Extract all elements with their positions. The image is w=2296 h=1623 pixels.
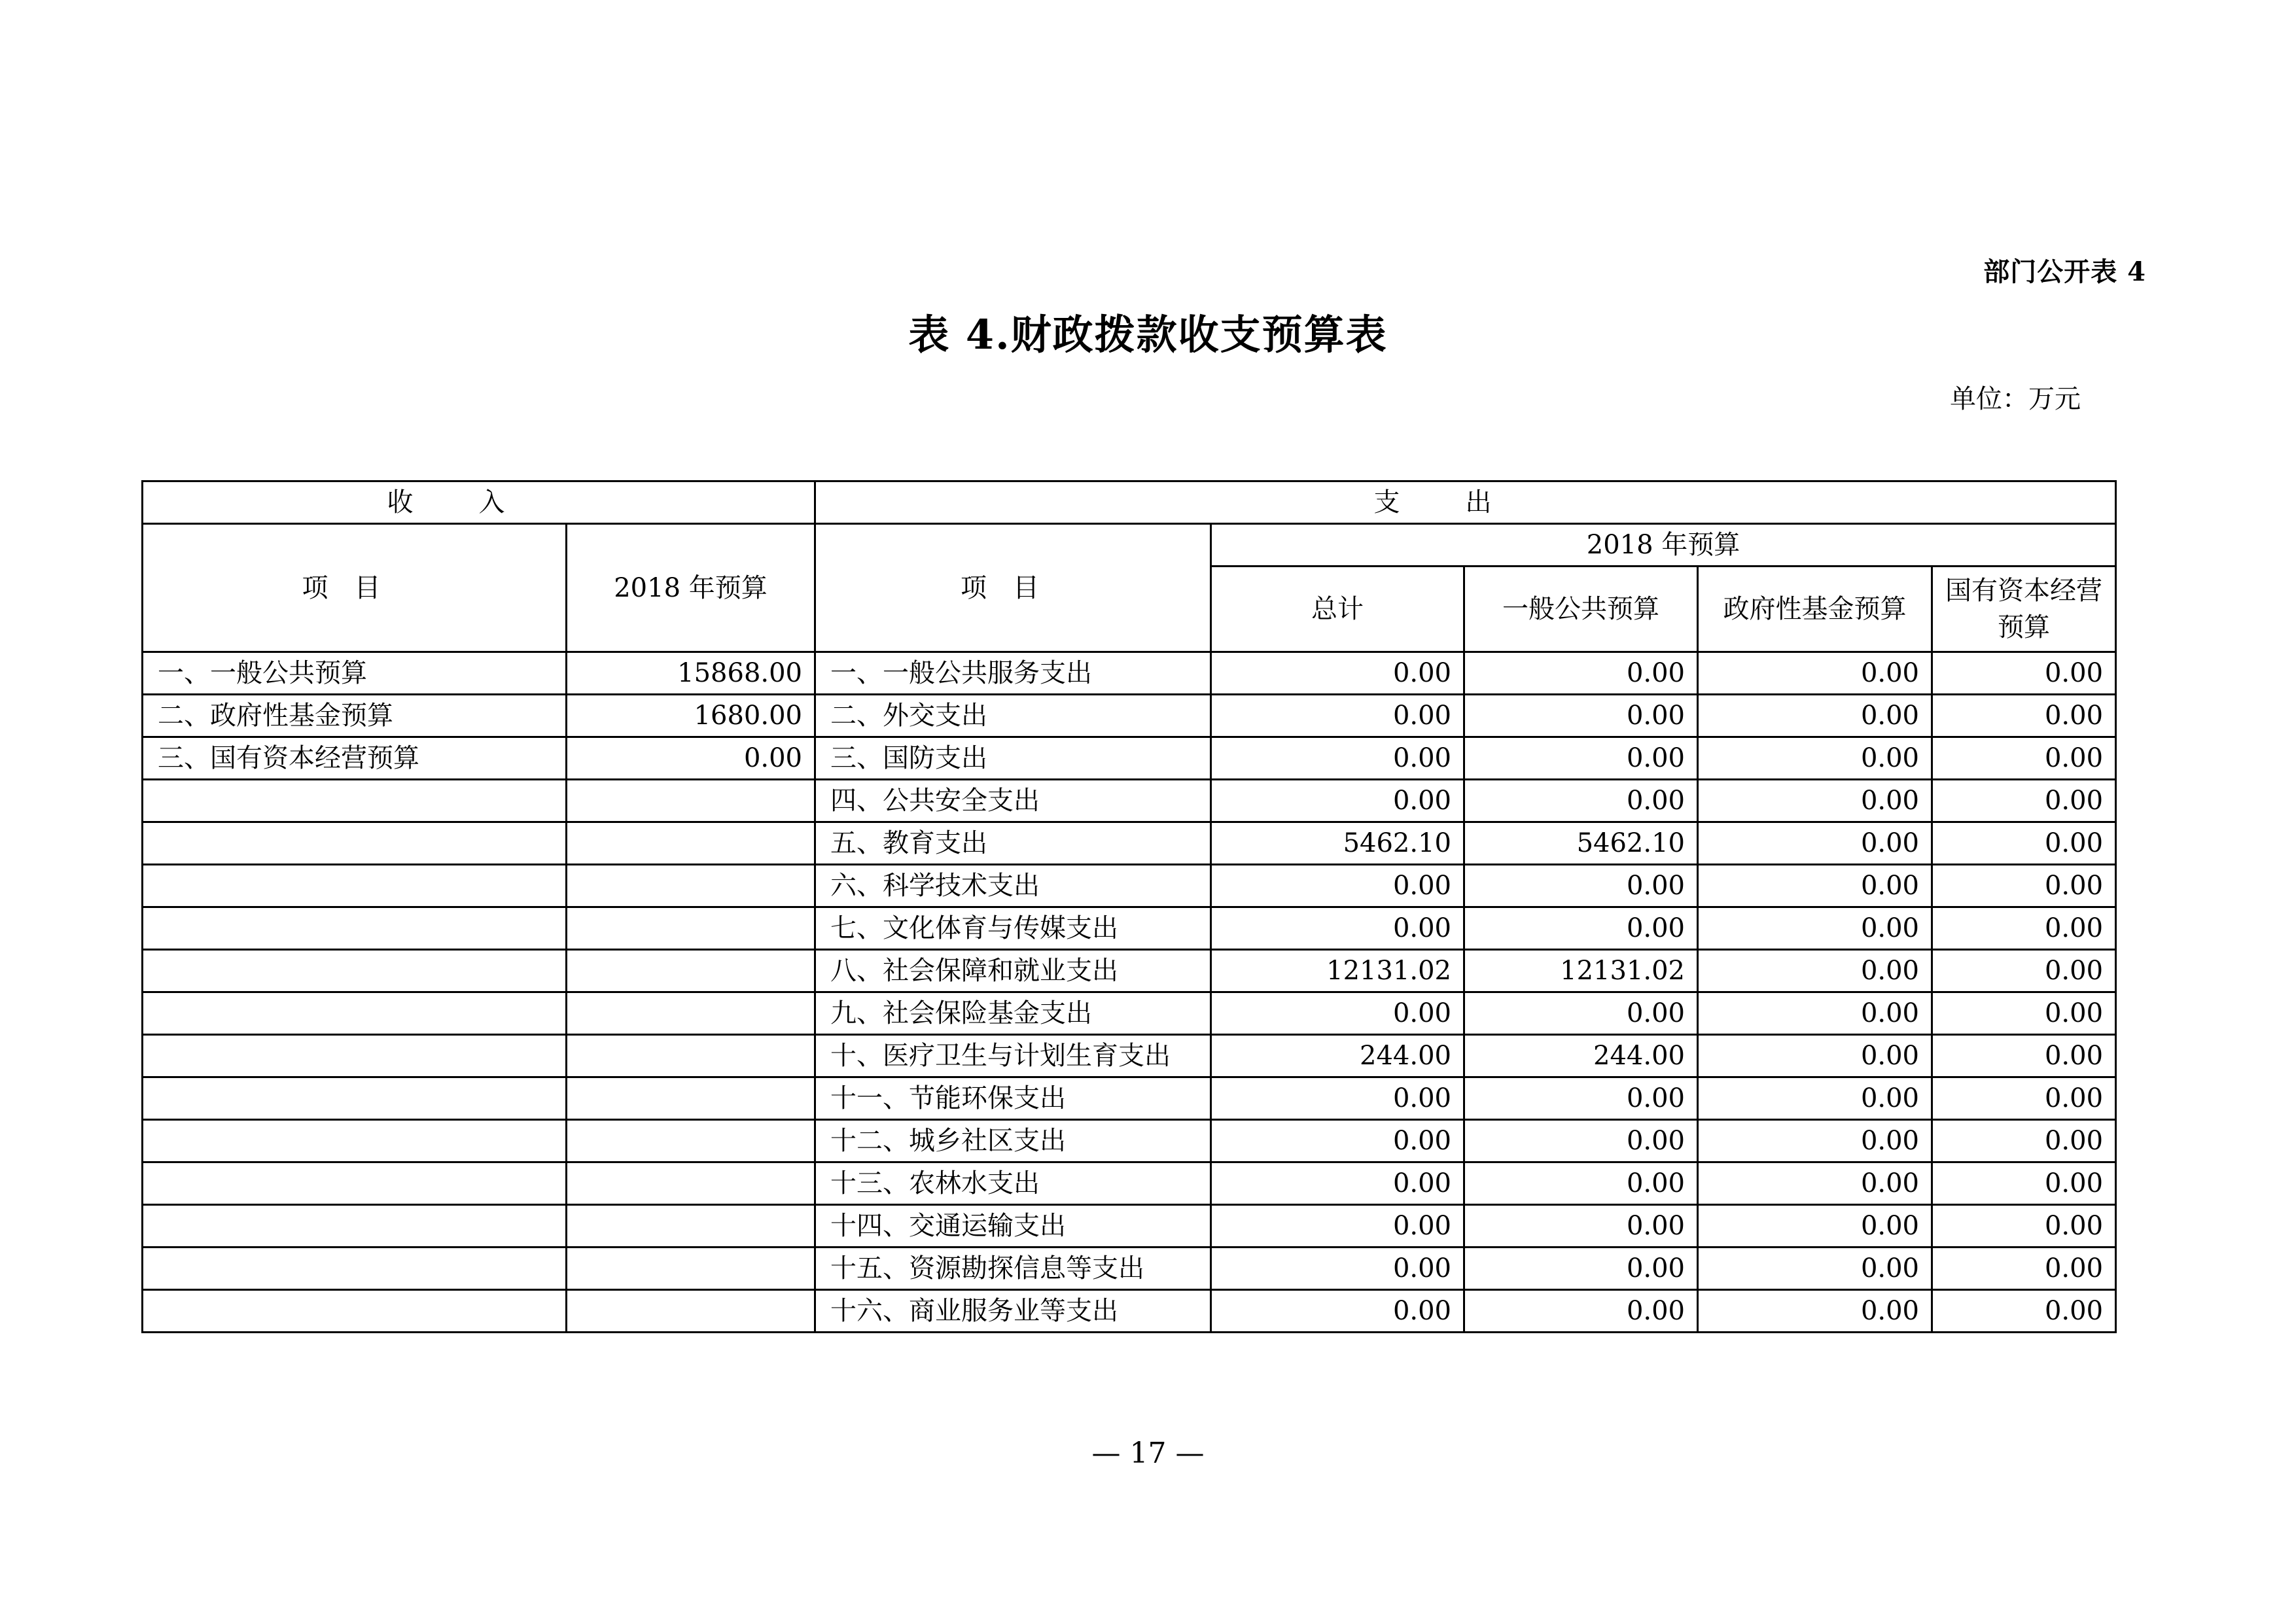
state-capital-cell: 0.00 bbox=[1932, 907, 2116, 950]
state-capital-cell: 0.00 bbox=[1932, 780, 2116, 822]
expense-item-cell: 七、文化体育与传媒支出 bbox=[815, 907, 1211, 950]
general-public-cell: 0.00 bbox=[1464, 1162, 1698, 1205]
income-budget-cell bbox=[567, 780, 815, 822]
gov-fund-cell: 0.00 bbox=[1698, 1205, 1932, 1248]
gov-fund-cell: 0.00 bbox=[1698, 1077, 1932, 1120]
gov-fund-cell: 0.00 bbox=[1698, 950, 1932, 992]
income-budget-cell bbox=[567, 1077, 815, 1120]
expense-item-cell: 五、教育支出 bbox=[815, 822, 1211, 865]
table-row bbox=[143, 1162, 2116, 1205]
expense-item-cell: 十五、资源勘探信息等支出 bbox=[815, 1248, 1211, 1290]
income-budget-cell bbox=[567, 822, 815, 865]
total-cell: 0.00 bbox=[1211, 1290, 1464, 1333]
gov-fund-cell: 0.00 bbox=[1698, 737, 1932, 780]
state-capital-cell: 0.00 bbox=[1932, 1077, 2116, 1120]
general-public-cell: 0.00 bbox=[1464, 1120, 1698, 1162]
general-public-cell: 0.00 bbox=[1464, 780, 1698, 822]
income-item-cell bbox=[143, 1077, 567, 1120]
total-cell: 0.00 bbox=[1211, 992, 1464, 1035]
expense-item-cell: 十三、农林水支出 bbox=[815, 1162, 1211, 1205]
state-capital-header: 国有资本经营预算 bbox=[1932, 567, 2116, 652]
state-capital-cell: 0.00 bbox=[1932, 992, 2116, 1035]
table-row bbox=[143, 950, 2116, 992]
state-capital-cell: 0.00 bbox=[1932, 737, 2116, 780]
expense-item-cell: 九、社会保险基金支出 bbox=[815, 992, 1211, 1035]
total-cell: 0.00 bbox=[1211, 737, 1464, 780]
income-budget-cell: 15868.00 bbox=[567, 652, 815, 695]
income-item-cell: 一、一般公共预算 bbox=[143, 652, 567, 695]
table-row bbox=[143, 695, 2116, 737]
total-cell: 0.00 bbox=[1211, 1248, 1464, 1290]
income-budget-cell bbox=[567, 1162, 815, 1205]
total-cell: 0.00 bbox=[1211, 1205, 1464, 1248]
general-public-header: 一般公共预算 bbox=[1464, 567, 1698, 652]
general-public-cell: 0.00 bbox=[1464, 737, 1698, 780]
general-public-cell: 0.00 bbox=[1464, 907, 1698, 950]
total-cell: 0.00 bbox=[1211, 652, 1464, 695]
expense-item-cell: 十二、城乡社区支出 bbox=[815, 1120, 1211, 1162]
table-row bbox=[143, 737, 2116, 780]
gov-fund-cell: 0.00 bbox=[1698, 1120, 1932, 1162]
gov-fund-cell: 0.00 bbox=[1698, 1162, 1932, 1205]
header-row-top bbox=[143, 481, 2116, 524]
table-row bbox=[143, 822, 2116, 865]
general-public-cell: 244.00 bbox=[1464, 1035, 1698, 1077]
table-row bbox=[143, 1077, 2116, 1120]
income-item-cell bbox=[143, 992, 567, 1035]
gov-fund-cell: 0.00 bbox=[1698, 780, 1932, 822]
unit-label: 单位：万元 bbox=[1950, 384, 2081, 414]
expense-budget-header: 2018 年预算 bbox=[1211, 524, 2116, 567]
general-public-cell: 0.00 bbox=[1464, 1290, 1698, 1333]
page-title: 表 4.财政拨款收支预算表 bbox=[908, 311, 1388, 358]
state-capital-cell: 0.00 bbox=[1932, 1290, 2116, 1333]
income-budget-cell bbox=[567, 1248, 815, 1290]
income-item-cell bbox=[143, 1248, 567, 1290]
expense-item-cell: 二、外交支出 bbox=[815, 695, 1211, 737]
total-cell: 5462.10 bbox=[1211, 822, 1464, 865]
income-budget-header: 2018 年预算 bbox=[567, 524, 815, 652]
expense-item-cell: 十一、节能环保支出 bbox=[815, 1077, 1211, 1120]
income-item-cell: 二、政府性基金预算 bbox=[143, 695, 567, 737]
state-capital-cell: 0.00 bbox=[1932, 1205, 2116, 1248]
budget-table bbox=[141, 480, 2117, 1333]
income-item-cell bbox=[143, 1162, 567, 1205]
general-public-cell: 0.00 bbox=[1464, 1077, 1698, 1120]
table-row bbox=[143, 780, 2116, 822]
table-row bbox=[143, 1120, 2116, 1162]
gov-fund-cell: 0.00 bbox=[1698, 1035, 1932, 1077]
gov-fund-cell: 0.00 bbox=[1698, 652, 1932, 695]
header-row-mid bbox=[143, 524, 2116, 567]
general-public-cell: 0.00 bbox=[1464, 992, 1698, 1035]
expense-item-cell: 一、一般公共服务支出 bbox=[815, 652, 1211, 695]
table-row bbox=[143, 907, 2116, 950]
total-cell: 0.00 bbox=[1211, 1077, 1464, 1120]
expense-item-cell: 十四、交通运输支出 bbox=[815, 1205, 1211, 1248]
expense-item-header: 项目 bbox=[815, 524, 1211, 652]
income-item-cell bbox=[143, 822, 567, 865]
document-label: 部门公开表 4 bbox=[1983, 256, 2146, 287]
state-capital-cell: 0.00 bbox=[1932, 1035, 2116, 1077]
page-number: — 17 — bbox=[1091, 1437, 1205, 1470]
expense-item-cell: 十、医疗卫生与计划生育支出 bbox=[815, 1035, 1211, 1077]
gov-fund-cell: 0.00 bbox=[1698, 865, 1932, 907]
total-header: 总计 bbox=[1211, 567, 1464, 652]
income-budget-cell: 1680.00 bbox=[567, 695, 815, 737]
income-budget-cell bbox=[567, 907, 815, 950]
expense-item-cell: 六、科学技术支出 bbox=[815, 865, 1211, 907]
general-public-cell: 0.00 bbox=[1464, 865, 1698, 907]
state-capital-cell: 0.00 bbox=[1932, 1248, 2116, 1290]
income-item-cell bbox=[143, 1120, 567, 1162]
gov-fund-cell: 0.00 bbox=[1698, 992, 1932, 1035]
income-item-cell bbox=[143, 950, 567, 992]
income-item-cell bbox=[143, 1205, 567, 1248]
total-cell: 0.00 bbox=[1211, 907, 1464, 950]
total-cell: 0.00 bbox=[1211, 1120, 1464, 1162]
income-item-cell: 三、国有资本经营预算 bbox=[143, 737, 567, 780]
general-public-cell: 0.00 bbox=[1464, 1205, 1698, 1248]
income-item-cell bbox=[143, 907, 567, 950]
income-budget-cell bbox=[567, 950, 815, 992]
expense-item-cell: 八、社会保障和就业支出 bbox=[815, 950, 1211, 992]
table-row bbox=[143, 652, 2116, 695]
general-public-cell: 0.00 bbox=[1464, 695, 1698, 737]
income-budget-cell bbox=[567, 1120, 815, 1162]
expense-item-cell: 十六、商业服务业等支出 bbox=[815, 1290, 1211, 1333]
total-cell: 244.00 bbox=[1211, 1035, 1464, 1077]
table-row bbox=[143, 992, 2116, 1035]
income-budget-cell bbox=[567, 1290, 815, 1333]
state-capital-cell: 0.00 bbox=[1932, 1162, 2116, 1205]
state-capital-cell: 0.00 bbox=[1932, 865, 2116, 907]
income-budget-cell bbox=[567, 865, 815, 907]
gov-fund-cell: 0.00 bbox=[1698, 1290, 1932, 1333]
income-budget-cell: 0.00 bbox=[567, 737, 815, 780]
table-body bbox=[143, 652, 2116, 1333]
income-item-cell bbox=[143, 1035, 567, 1077]
general-public-cell: 0.00 bbox=[1464, 1248, 1698, 1290]
state-capital-cell: 0.00 bbox=[1932, 652, 2116, 695]
total-cell: 0.00 bbox=[1211, 865, 1464, 907]
total-cell: 0.00 bbox=[1211, 780, 1464, 822]
income-item-cell bbox=[143, 865, 567, 907]
general-public-cell: 0.00 bbox=[1464, 652, 1698, 695]
income-budget-cell bbox=[567, 992, 815, 1035]
income-item-header: 项目 bbox=[143, 524, 567, 652]
income-item-cell bbox=[143, 780, 567, 822]
table-row bbox=[143, 1290, 2116, 1333]
table-row bbox=[143, 865, 2116, 907]
table-row bbox=[143, 1035, 2116, 1077]
table-row bbox=[143, 1205, 2116, 1248]
expense-header: 支出 bbox=[815, 481, 2116, 524]
state-capital-cell: 0.00 bbox=[1932, 950, 2116, 992]
gov-fund-header: 政府性基金预算 bbox=[1698, 567, 1932, 652]
general-public-cell: 12131.02 bbox=[1464, 950, 1698, 992]
total-cell: 0.00 bbox=[1211, 1162, 1464, 1205]
state-capital-cell: 0.00 bbox=[1932, 822, 2116, 865]
income-budget-cell bbox=[567, 1035, 815, 1077]
gov-fund-cell: 0.00 bbox=[1698, 822, 1932, 865]
gov-fund-cell: 0.00 bbox=[1698, 695, 1932, 737]
income-budget-cell bbox=[567, 1205, 815, 1248]
state-capital-cell: 0.00 bbox=[1932, 1120, 2116, 1162]
general-public-cell: 5462.10 bbox=[1464, 822, 1698, 865]
total-cell: 0.00 bbox=[1211, 695, 1464, 737]
gov-fund-cell: 0.00 bbox=[1698, 907, 1932, 950]
state-capital-cell: 0.00 bbox=[1932, 695, 2116, 737]
total-cell: 12131.02 bbox=[1211, 950, 1464, 992]
table-row bbox=[143, 1248, 2116, 1290]
income-header: 收入 bbox=[143, 481, 815, 524]
expense-item-cell: 四、公共安全支出 bbox=[815, 780, 1211, 822]
gov-fund-cell: 0.00 bbox=[1698, 1248, 1932, 1290]
expense-item-cell: 三、国防支出 bbox=[815, 737, 1211, 780]
income-item-cell bbox=[143, 1290, 567, 1333]
